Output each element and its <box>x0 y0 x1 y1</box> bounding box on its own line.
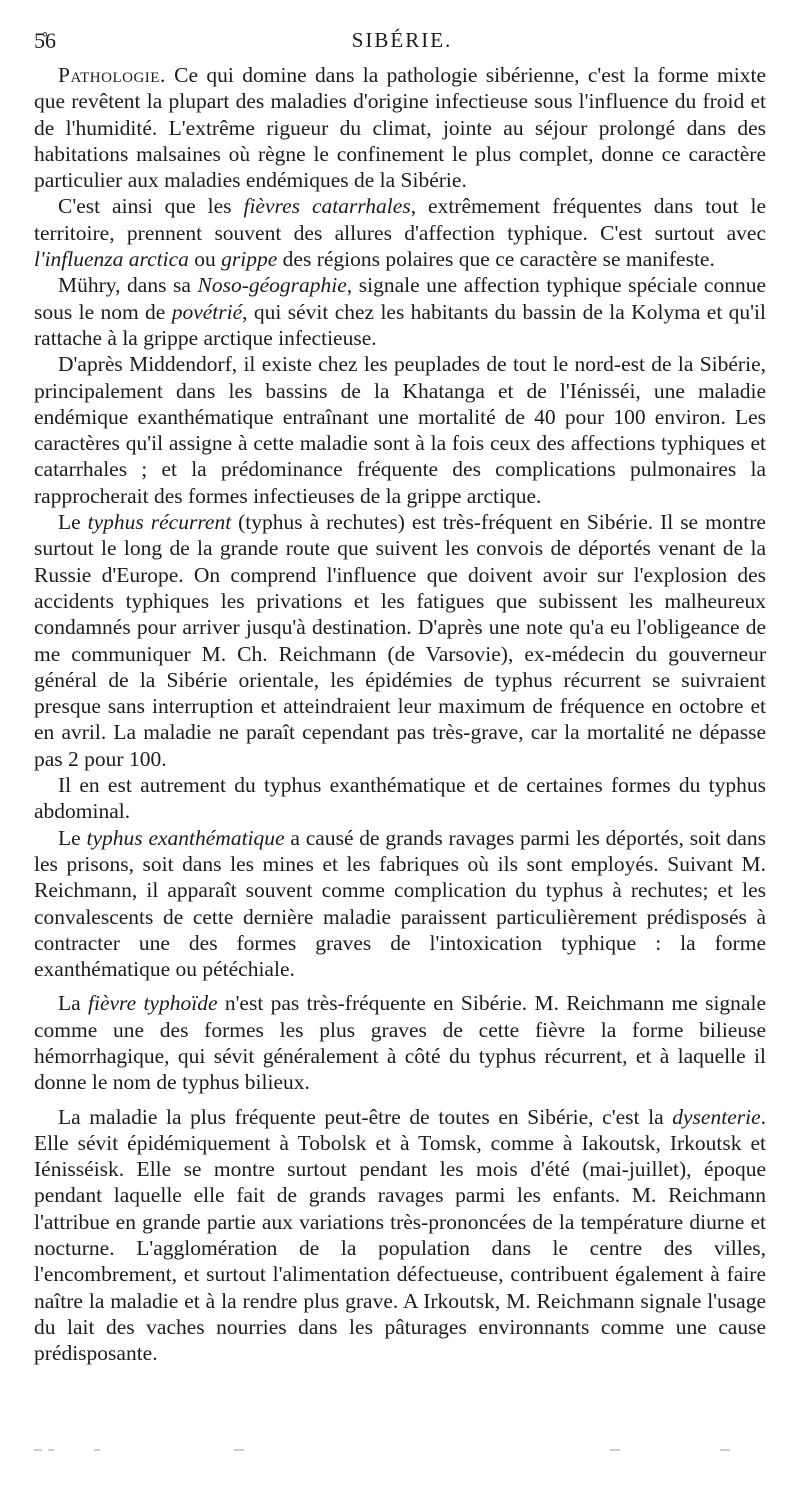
paragraph-text: D'après Middendorf, il existe chez les peuplades de tout le nord-est de la Sibérie, principalement dans les bassins de la Khatanga et de l'Iénisséi, une maladie endémique exanthématique entraînant une mortalité de 40 pour 100 environ. Les caractères qu'il assigne à cette maladie sont à la fois ceux des affections typhiques et catarrhales ; et la prédominance fréquente des complications pulmonaires la rapprocherait des formes infectieuses de la grippe arctique. <box>34 352 766 508</box>
paragraph-text: (typhus à rechutes) est très-fréquent en Sibérie. Il se montre surtout le long de la grande route que suivent les convois de déportés venant de la Russie d'Europe. On comprend l'influence que doivent avoir sur l'explosion des accidents typhiques les privations et les fatigues que subissent les malheureux condamnés pour arriver jusqu'à destination. D'après une note qu'a eu l'obligeance de me communiquer M. Ch. Reichmann (de Varsovie), ex-médecin du gouverneur général de la Sibérie orientale, les épidémies de typhus récurrent se suivraient presque sans interruption et atteindraient leur maximum de fréquence en octobre et en avril. La maladie ne paraît cependant pas très-grave, car la mortalité ne dépasse pas 2 pour 100. <box>34 510 766 771</box>
page-number: 5̊6 <box>34 28 56 53</box>
paragraph-text: , extrêmement fréquentes dans tout le territoire, prennent souvent des allures d'affection typhique. C'est surtout avec <box>34 194 766 245</box>
running-title: SIBÉRIE. <box>351 28 453 52</box>
italic-term: dysenterie <box>672 1104 761 1129</box>
paragraph-text: , signale une affection typhique spéciale connue sous le nom de <box>34 273 767 324</box>
paragraph-text: Mühry, dans sa <box>58 273 198 298</box>
paragraph-text: La <box>58 991 88 1016</box>
paragraph-text: Le <box>58 825 87 850</box>
italic-term: l'influenza arctica <box>34 247 189 272</box>
paragraph-text: a causé de grands ravages parmi les déportés, soit dans les prisons, soit dans les mines et les fabriques où ils sont employés. Suivant M. Reichmann, il apparaît souvent comme complication du typhus à rechutes; et les convalescents de cette dernière maladie paraissent particulièrement prédisposés à contracter une des formes graves de l'intoxication typhique : la forme exanthématique ou pétéchiale. <box>34 825 766 982</box>
paragraph-text: C'est ainsi que les <box>58 194 244 219</box>
paragraph-dysenterie <box>34 1104 766 1367</box>
paragraph-typhus-recurrent <box>34 509 766 772</box>
italic-term: grippe <box>221 247 278 272</box>
footer-print-marks <box>34 1440 770 1460</box>
italic-term: povétrié <box>171 299 243 324</box>
paragraph-text: Il en est autrement du typhus exanthématique et de certaines formes du typhus abdominal. <box>34 773 766 824</box>
paragraph-middendorf <box>34 351 766 509</box>
body-text <box>34 62 766 1367</box>
paragraph-text: des régions polaires que ce caractère se manifeste. <box>277 247 715 272</box>
print-dash-marks-right <box>570 1440 770 1460</box>
italic-term: typhus exanthématique <box>86 825 285 850</box>
paragraph-fievres-catarrhales <box>34 193 766 272</box>
italic-term: fièvre typhoïde <box>88 991 218 1016</box>
italic-term: Noso-géographie <box>197 273 347 298</box>
paragraph-text: , qui sévit chez les habitants du bassin de la Kolyma et qu'il rattache à la grippe arctique infectieuse. <box>34 299 766 350</box>
paragraph-muhry <box>34 272 766 351</box>
paragraph-text: n'est pas très-fréquente en Sibérie. M. Reichmann me signale comme une des formes les plus graves de cette fièvre la forme bilieuse hémorrhagique, qui sévit généralement à côté du typhus récurrent, et à laquelle il donne le nom de typhus bilieux. <box>34 991 766 1095</box>
paragraph-pathologie <box>34 62 766 193</box>
print-dash-marks-left <box>34 1440 294 1460</box>
paragraph-autrement <box>34 772 766 825</box>
paragraph-typhus-exanthematique <box>34 825 766 983</box>
paragraph-text: ou <box>188 247 222 272</box>
paragraph-text: Ce qui domine dans la pathologie sibérienne, c'est la forme mixte que revêtent la plupart des maladies d'origine infectieuse sous l'influence du froid et de l'humidité. L'extrême rigueur du climat, jointe au séjour prolongé dans des habitations malsaines où règne le confinement le plus complet, donne ce caractère particulier aux maladies endémiques de la Sibérie. <box>34 63 766 193</box>
paragraph-text: Le <box>58 510 88 535</box>
paragraph-text: La maladie la plus fréquente peut-être de toutes en Sibérie, c'est la <box>58 1104 673 1129</box>
page-header <box>34 28 770 60</box>
paragraph-fievre-typhoide <box>34 990 766 1095</box>
section-lead: Pathologie. <box>58 63 166 87</box>
italic-term: fièvres catarrhales <box>243 194 411 219</box>
paragraph-text: . Elle sévit épidémiquement à Tobolsk et à Tomsk, comme à Iakoutsk, Irkoutsk et Iénisséisk. Elle se montre surtout pendant les mois d'été (mai-juillet), époque pendant laquelle elle fait de grands ravages parmi les enfants. M. Reichmann l'attribue en grande partie aux variations très-prononcées de la température diurne et nocturne. L'agglomération de la population dans le centre des villes, l'encombrement, et surtout l'alimentation défectueuse, contribuent également à faire naître la maladie et à la rendre plus grave. A Irkoutsk, M. Reichmann signale l'usage du lait des vaches nourries dans les pâturages environnants comme une cause prédisposante. <box>34 1104 766 1366</box>
italic-term: typhus récurrent <box>87 510 232 535</box>
